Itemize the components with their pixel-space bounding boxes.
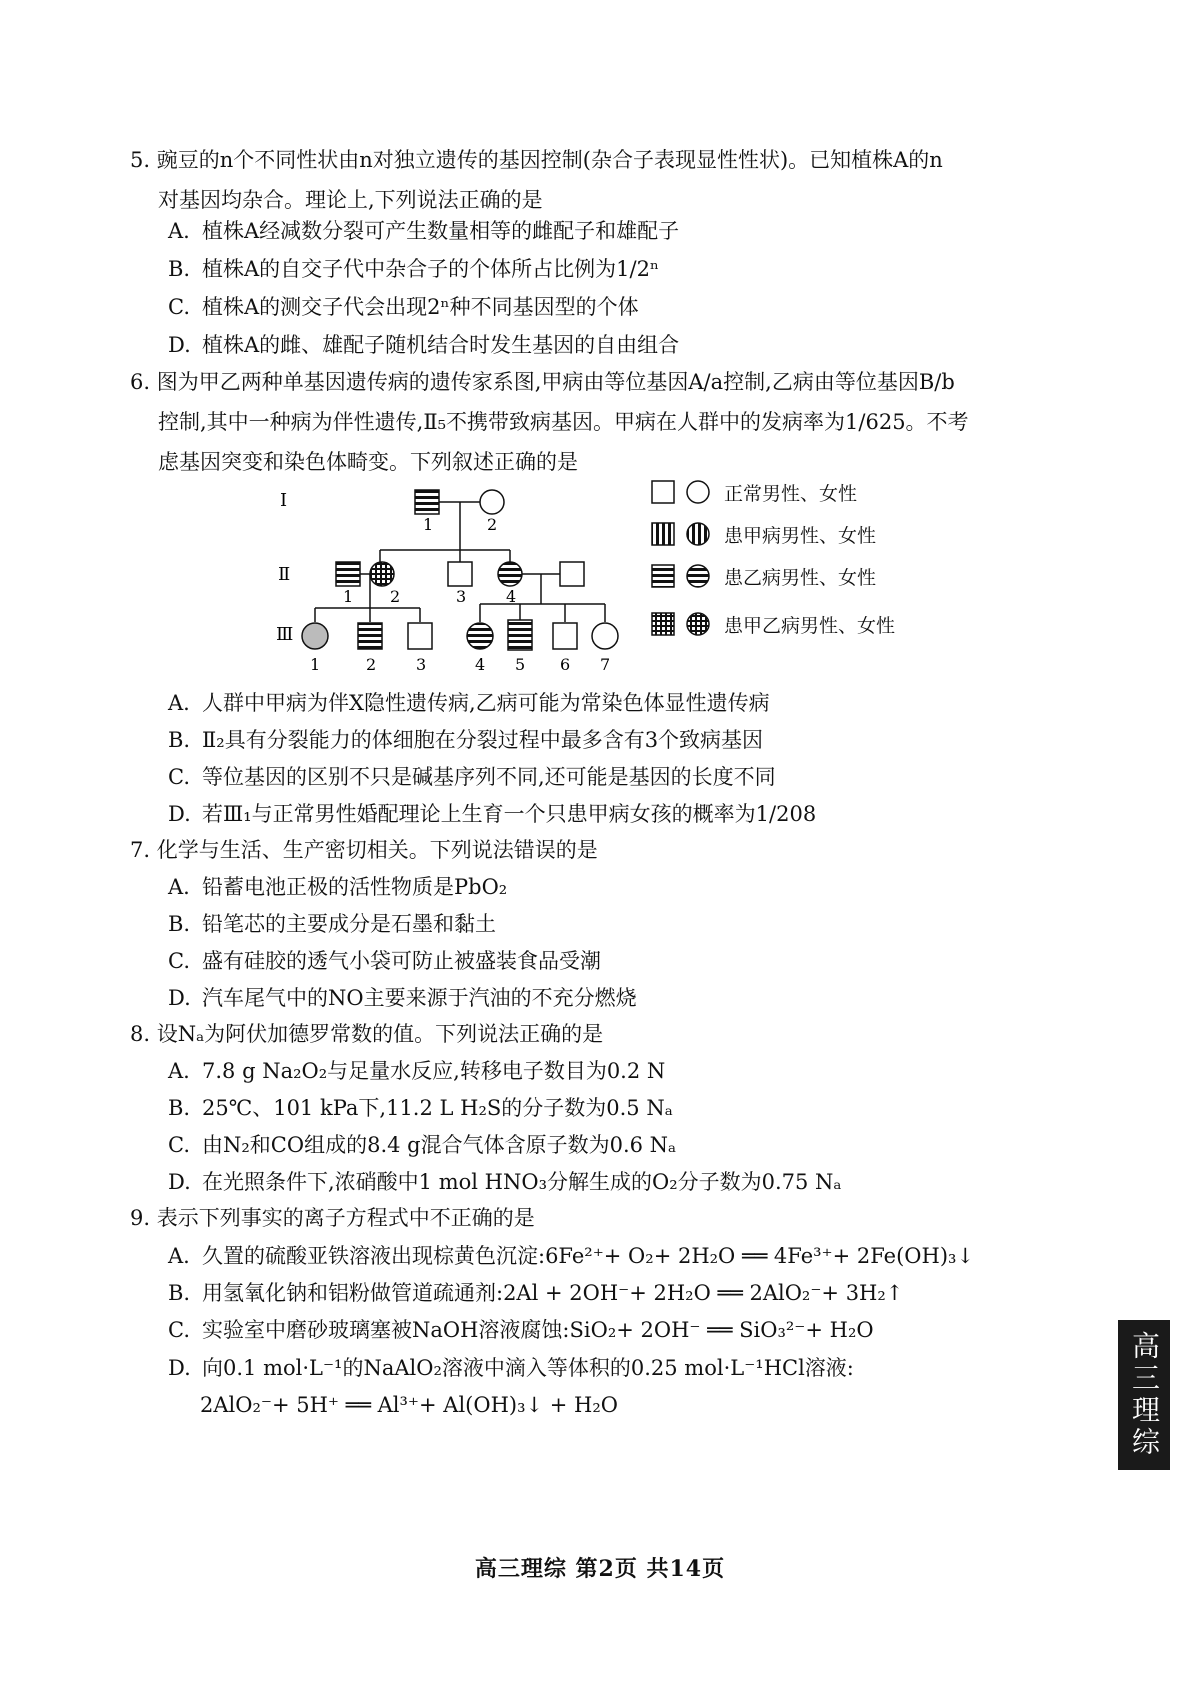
gen2-num-4: 4 [506, 587, 517, 606]
pedigree-diagram [270, 478, 660, 678]
gen3-male-2 [358, 623, 382, 649]
gen2-num-1: 1 [343, 587, 354, 606]
legend-disease-jia: 患甲病男性、女性 [650, 520, 876, 548]
q8-option-a: A. 7.8 g Na₂O₂与足量水反应,转移电子数目为0.2 N [168, 1059, 666, 1083]
gen3-num-4: 4 [475, 655, 486, 674]
legend-normal: 正常男性、女性 [650, 478, 857, 506]
gen3-num-1: 1 [310, 655, 321, 674]
gen2-male-3 [448, 562, 472, 586]
q5-option-b: B. 植株A的自交子代中杂合子的个体所占比例为1/2ⁿ [168, 257, 660, 281]
gen3-num-7: 7 [600, 655, 611, 674]
q5-option-a: A. 植株A经减数分裂可产生数量相等的雌配子和雄配子 [168, 219, 680, 243]
q6-stem-line1: 6. 图为甲乙两种单基因遗传病的遗传家系图,甲病由等位基因A/a控制,乙病由等位基因B/b [130, 370, 955, 394]
q5-option-d: D. 植株A的雌、雄配子随机结合时发生基因的自由组合 [168, 333, 680, 357]
q6-option-b: B. Ⅱ₂具有分裂能力的体细胞在分裂过程中最多含有3个致病基因 [168, 728, 764, 752]
gen1-female-2 [480, 490, 504, 514]
question-8 [130, 1014, 1110, 1054]
q5-stem-line1: 5. 豌豆的n个不同性状由n对独立遗传的基因控制(杂合子表现显性性状)。已知植株A的n [130, 148, 943, 172]
gen2-female-4 [498, 562, 522, 586]
q7-option-b: B. 铅笔芯的主要成分是石墨和黏土 [168, 912, 496, 936]
page-footer: 高三理综 第2页 共14页 [474, 1556, 726, 1582]
gen3-male-3 [408, 623, 432, 649]
q9-option-d-equation: 2AlO₂⁻+ 5H⁺ ══ Al³⁺+ Al(OH)₃↓ + H₂O [200, 1393, 618, 1417]
question-7 [130, 830, 1110, 870]
gen2-female-2 [370, 562, 394, 586]
gen3-male-6 [553, 623, 577, 649]
question-9 [130, 1198, 1110, 1238]
gen2-male-5 [560, 562, 584, 586]
gen1-num-2: 2 [487, 515, 498, 534]
gen1-male-1 [415, 490, 439, 514]
q8-option-d: D. 在光照条件下,浓硝酸中1 mol HNO₃分解生成的O₂分子数为0.75 Nₐ [168, 1170, 842, 1194]
gen3-male-5 [508, 620, 532, 650]
pedigree-legend [650, 478, 950, 648]
legend-disease-both: 患甲乙病男性、女性 [650, 610, 895, 638]
q9-option-a: A. 久置的硫酸亚铁溶液出现棕黄色沉淀:6Fe²⁺+ O₂+ 2H₂O ══ 4Fe³⁺+ 2Fe(OH)₃↓ [168, 1244, 975, 1268]
gen3-num-2: 2 [366, 655, 377, 674]
q6-stem-line3: 虑基因突变和染色体畸变。下列叙述正确的是 [158, 450, 578, 474]
question-5 [130, 140, 1110, 220]
subject-side-tab: 高三理综 [1118, 1320, 1170, 1470]
gen3-female-7 [592, 623, 618, 649]
q6-option-d: D. 若Ⅲ₁与正常男性婚配理论上生育一个只患甲病女孩的概率为1/208 [168, 802, 817, 826]
q7-option-a: A. 铅蓄电池正极的活性物质是PbO₂ [168, 875, 508, 899]
q9-option-c: C. 实验室中磨砂玻璃塞被NaOH溶液腐蚀:SiO₂+ 2OH⁻ ══ SiO₃²⁻+ H₂O [168, 1318, 874, 1342]
q6-stem-line2: 控制,其中一种病为伴性遗传,Ⅱ₅不携带致病基因。甲病在人群中的发病率为1/625。不考 [158, 410, 969, 434]
q5-option-c: C. 植株A的测交子代会出现2ⁿ种不同基因型的个体 [168, 295, 639, 319]
gen3-num-5: 5 [515, 655, 526, 674]
q8-option-b: B. 25℃、101 kPa下,11.2 L H₂S的分子数为0.5 Nₐ [168, 1096, 673, 1120]
q7-stem: 7. 化学与生活、生产密切相关。下列说法错误的是 [130, 838, 598, 862]
q6-option-c: C. 等位基因的区别不只是碱基序列不同,还可能是基因的长度不同 [168, 765, 776, 789]
gen3-female-1 [302, 623, 328, 649]
gen-label-2: Ⅱ [278, 564, 291, 585]
q9-option-b: B. 用氢氧化钠和铝粉做管道疏通剂:2Al + 2OH⁻+ 2H₂O ══ 2AlO₂⁻+ 3H₂↑ [168, 1281, 904, 1305]
q5-stem-line2: 对基因均杂合。理论上,下列说法正确的是 [158, 188, 543, 212]
q8-option-c: C. 由N₂和CO组成的8.4 g混合气体含原子数为0.6 Nₐ [168, 1133, 677, 1157]
q9-stem: 9. 表示下列事实的离子方程式中不正确的是 [130, 1206, 535, 1230]
legend-disease-yi: 患乙病男性、女性 [650, 562, 876, 590]
gen-label-1: Ⅰ [280, 490, 288, 511]
q9-option-d: D. 向0.1 mol·L⁻¹的NaAlO₂溶液中滴入等体积的0.25 mol·L⁻¹HCl溶液: [168, 1356, 854, 1380]
q8-stem: 8. 设Nₐ为阿伏加德罗常数的值。下列说法正确的是 [130, 1022, 604, 1046]
gen3-female-4 [467, 623, 493, 649]
q7-option-c: C. 盛有硅胶的透气小袋可防止被盛装食品受潮 [168, 949, 601, 973]
gen-label-3: Ⅲ [276, 624, 294, 645]
gen1-num-1: 1 [423, 515, 434, 534]
gen2-num-2: 2 [390, 587, 401, 606]
q6-option-a: A. 人群中甲病为伴X隐性遗传病,乙病可能为常染色体显性遗传病 [168, 691, 770, 715]
gen2-num-3: 3 [456, 587, 467, 606]
gen3-num-3: 3 [416, 655, 427, 674]
gen2-male-1 [336, 562, 360, 586]
question-6 [130, 362, 1110, 482]
q7-option-d: D. 汽车尾气中的NO主要来源于汽油的不充分燃烧 [168, 986, 637, 1010]
gen3-num-6: 6 [560, 655, 571, 674]
